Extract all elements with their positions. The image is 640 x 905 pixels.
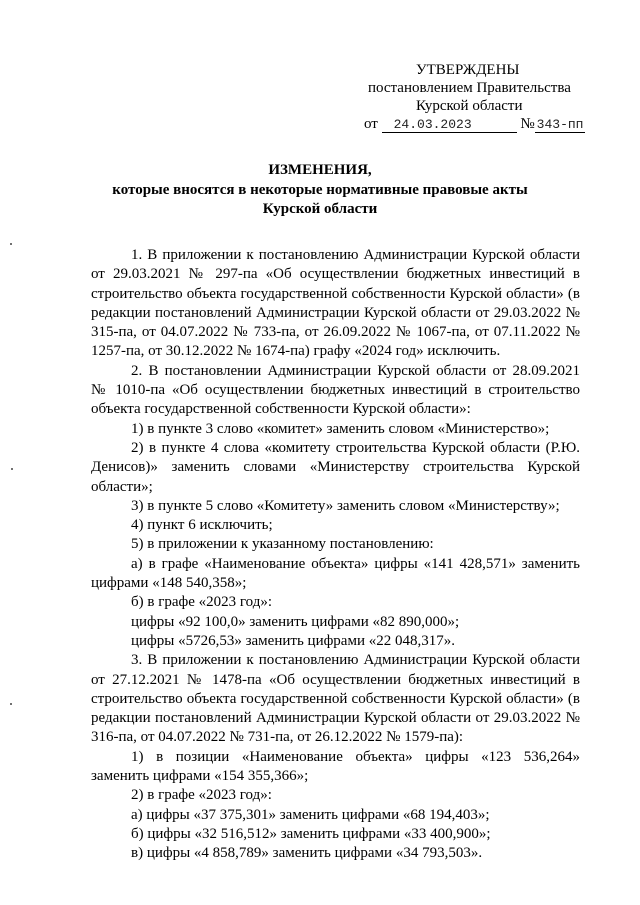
paragraph-2-item-5b-1: цифры «92 100,0» заменить цифрами «82 890,000»;	[131, 613, 460, 630]
paragraph-3: 3. В приложении к постановлению Администрации Курской области от 27.12.2021 № 1478-па «Об осуществлении бюджетных инвестиций в строительство объекта государственной собственности Курской области» (в редакции постановлений Администрации Курской области от 29.03.2022 № 316-па, от 04.07.2022 № 731-па, от 26.12.2022 № 1579-па):	[91, 652, 580, 746]
document-body	[91, 246, 580, 864]
document-subtitle-1: которые вносятся в некоторые нормативные правовые акты	[112, 182, 528, 198]
approved-by-line: постановлением Правительства	[368, 80, 571, 96]
paragraph-3-item-2c: в) цифры «4 858,789» заменить цифрами «34 793,503».	[131, 845, 483, 862]
scan-mark	[10, 243, 12, 245]
date-prefix: от	[364, 116, 378, 132]
paragraph-2-item-5b: б) в графе «2023 год»:	[131, 594, 273, 611]
paragraph-3-item-2: 2) в графе «2023 год»:	[131, 787, 272, 804]
paragraph-2-item-5a: а) в графе «Наименование объекта» цифры «141 428,571» заменить цифрами «148 540,358»;	[91, 555, 580, 592]
number-prefix: №	[520, 116, 535, 132]
paragraph-2-item-5b-2: цифры «5726,53» заменить цифрами «22 048,317».	[131, 632, 455, 649]
approval-number: 343-пп	[536, 117, 584, 132]
paragraph-2-item-5: 5) в приложении к указанному постановлению:	[131, 536, 434, 553]
scan-mark	[11, 468, 13, 470]
paragraph-2-item-4: 4) пункт 6 исключить;	[131, 517, 273, 534]
paragraph-2-item-3: 3) в пункте 5 слово «Комитету» заменить словом «Министерству»;	[131, 497, 560, 514]
paragraph-2-item-1: 1) в пункте 3 слово «комитет» заменить словом «Министерство»;	[131, 420, 550, 437]
document-title: ИЗМЕНЕНИЯ,	[268, 162, 372, 178]
approved-title: УТВЕРЖДЕНЫ	[416, 62, 520, 78]
document-subtitle-2: Курской области	[262, 201, 378, 217]
paragraph-3-item-2b: б) цифры «32 516,512» заменить цифрами «33 400,900»;	[131, 825, 491, 842]
approval-date: 24.03.2023	[382, 117, 517, 133]
paragraph-2-item-2: 2) в пункте 4 слова «комитету строительства Курской области (Р.Ю. Денисов)» заменить словами «Министерству строительства Курской области»;	[91, 439, 580, 495]
approval-date-line	[364, 116, 585, 133]
paragraph-2: 2. В постановлении Администрации Курской области от 28.09.2021 № 1010-па «Об осуществлении бюджетных инвестиций в строительство объекта государственной собственности Курской области»:	[91, 362, 580, 418]
paragraph-1: 1. В приложении к постановлению Администрации Курской области от 29.03.2021 № 297-па «Об осуществлении бюджетных инвестиций в строительство объекта государственной собственности Курской области» (в редакции постановлений Администрации Курской области от 29.03.2022 № 315-па, от 04.07.2022 № 733-па, от 26.09.2022 № 1067-па, от 07.11.2022 № 1257-па, от 30.12.2022 № 1674-па) графу «2024 год» исключить.	[91, 247, 580, 360]
paragraph-3-item-2a: а) цифры «37 375,301» заменить цифрами «68 194,403»;	[131, 806, 490, 823]
scan-mark	[10, 703, 12, 705]
paragraph-3-item-1: 1) в позиции «Наименование объекта» цифры «123 536,264» заменить цифрами «154 355,366»;	[91, 748, 580, 785]
approved-region-line: Курской области	[416, 98, 523, 114]
